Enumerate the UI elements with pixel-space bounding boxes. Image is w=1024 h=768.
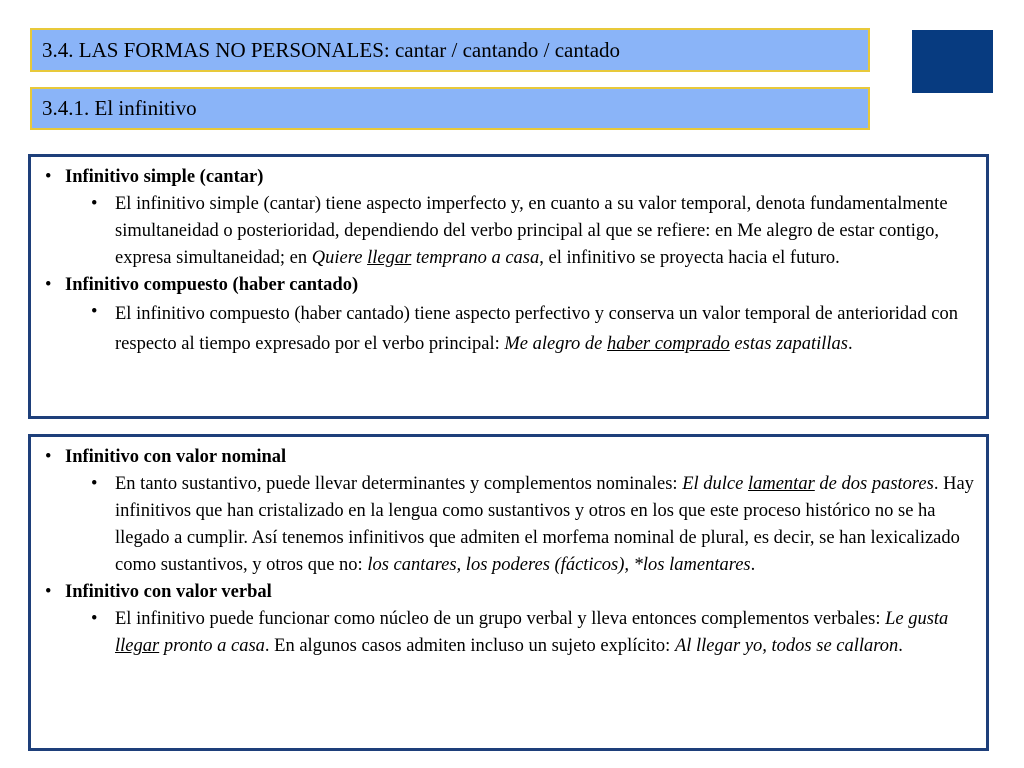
text-segment: . [848,334,853,354]
bullet-icon: • [91,194,98,214]
slide-title-text: 3.4. LAS FORMAS NO PERSONALES: cantar / cantando / cantado [42,37,621,62]
heading-infinitivo-simple: Infinitivo simple (cantar) [65,167,264,187]
slide-subtitle [30,87,870,130]
underlined-verb: haber comprado [606,334,730,354]
list-item-valor-verbal [45,579,976,606]
example-text: los cantares, los poderes (fácticos), *los lamentares [367,555,751,575]
heading-valor-verbal: Infinitivo con valor verbal [65,582,272,602]
list-item-valor-nominal [45,444,976,471]
sublist-item-compuesto-desc [45,299,976,359]
text-segment: El dulce [682,474,748,494]
sublist-item-verbal-desc [45,606,976,660]
text-segment: . En algunos casos admiten incluso un sujeto explícito: [264,636,675,656]
bullet-icon: • [45,582,52,602]
text-segment: En tanto sustantivo, puede llevar determinantes y complementos nominales: [115,474,683,494]
bullet-icon: • [91,302,98,322]
example-text: Al llegar yo, todos se callaron [674,636,899,656]
content-box-simple-compound [28,154,989,419]
example-text [504,334,848,354]
underlined-verb: llegar [115,636,160,656]
bullet-icon: • [45,167,52,187]
text-segment: Quiere [311,248,368,268]
paragraph-verbal [115,606,976,660]
list-item-infinitivo-simple [45,164,976,191]
text-segment: . [898,636,903,656]
underlined-verb: lamentar [747,474,815,494]
sublist-item-simple-desc [45,191,976,272]
underlined-verb: llegar [367,248,412,268]
text-segment: estas zapatillas [729,334,848,354]
paragraph-simple [115,191,976,272]
sublist-item-nominal-desc [45,471,976,579]
text-segment: Me alegro de [504,334,607,354]
corner-square-decoration [912,30,993,93]
text-segment: . [750,555,756,575]
text-segment: El infinitivo compuesto (haber cantado) tiene aspecto perfectivo y conserva un valor temporal de anterioridad con respecto al tiempo expresado por el verbo principal: [115,304,958,354]
text-segment: de dos pastores [814,474,934,494]
text-segment: Le gusta [885,609,949,629]
text-segment: . Hay infinitivos que han cristalizado en la lengua como sustantivos y otros en los que este proceso histórico no se ha llegado a cumplir. Así tenemos infinitivos que admiten el morfema nominal de plural, es decir, se han lexicalizado como sustantivos, y otros que no: [115,474,974,575]
text-segment: temprano a casa [411,248,540,268]
paragraph-compuesto [115,299,976,359]
content-box-nominal-verbal [28,434,989,751]
bullet-icon: • [91,474,98,494]
slide-title [30,28,870,72]
example-text [312,248,539,268]
list-item-infinitivo-compuesto [45,272,976,299]
slide-subtitle-text: 3.4.1. El infinitivo [42,96,197,120]
heading-infinitivo-compuesto: Infinitivo compuesto (haber cantado) [65,275,359,295]
heading-valor-nominal: Infinitivo con valor nominal [65,447,287,467]
text-segment: El infinitivo simple (cantar) tiene aspecto imperfecto y, en cuanto a su valor temporal, denota fundamentalmente simultaneidad o posterioridad, dependiendo del verbo principal al que se refiere: en Me alegro de estar contigo, expresa simultaneidad; en [115,194,948,268]
bullet-icon: • [45,275,52,295]
text-segment: , el infinitivo se proyecta hacia el futuro. [539,248,840,268]
example-text [682,474,934,494]
paragraph-nominal [115,471,976,579]
text-segment: El infinitivo puede funcionar como núcleo de un grupo verbal y lleva entonces complementos verbales: [115,609,886,629]
text-segment: pronto a casa [159,636,265,656]
bullet-icon: • [91,609,98,629]
bullet-icon: • [45,447,52,467]
